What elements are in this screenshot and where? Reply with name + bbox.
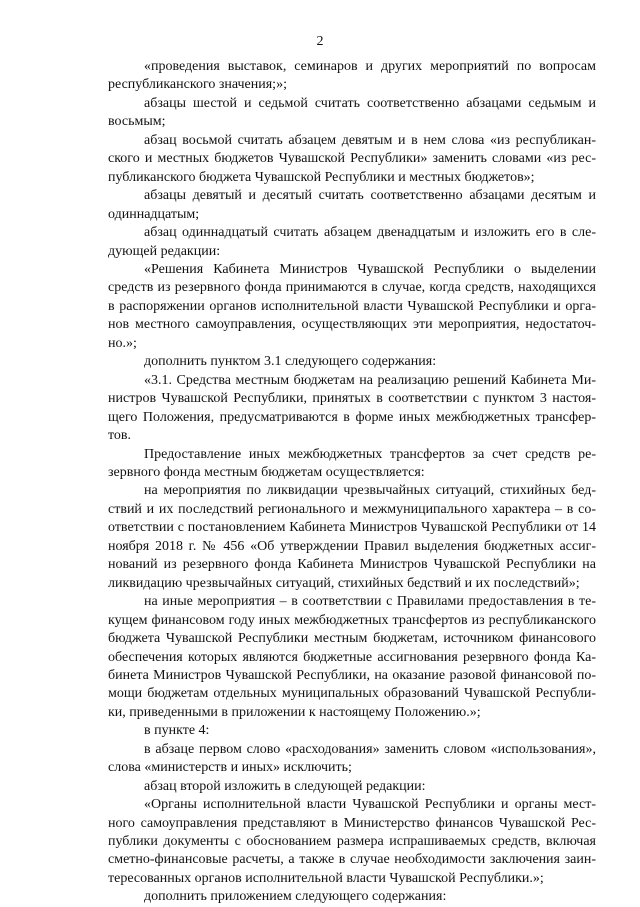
paragraph-10: на мероприятия по ликвидации чрезвычайных ситуаций, стихийных бедствий и их последствий регионального и межмуниципального характера – в соответствии с постановлением Кабинета Министров Чувашской Республики от 14 ноября 2018 г. № 456 «Об утверждении Правил выделения бюджетных ассигнований из резервного фонда Кабинета Министров Чувашской Республики на ликвидацию чрезвычайных ситуаций, стихийных бедствий и их последствий»; <box>108 483 596 591</box>
paragraph-3: абзац восьмой считать абзацем девятым и в нем слова «из республиканского и местных бюджетов Чувашской Республики» заменить словами «из республиканского бюджета Чувашской Республики и местных бюджетов»; <box>108 132 596 185</box>
paragraph-15: «Органы исполнительной власти Чувашской Республики и органы местного самоуправления представляют в Министерство финансов Чувашской Республики документы с обоснованием размера испрашиваемых средств, включая сметно-финансовые расчеты, а также в случае необходимости заключения заинтересованных органов исполнительной власти Чувашской Республики.»; <box>108 797 596 886</box>
document-body <box>108 58 596 907</box>
paragraph-8: «3.1. Средства местным бюджетам на реализацию решений Кабинета Министров Чувашской Республики, принятых в соответствии с пунктом 3 настоящего Положения, предусматриваются в форме иных межбюджетных трансфертов. <box>108 372 596 444</box>
paragraph-4: абзацы девятый и десятый считать соответственно абзацами десятым и одиннадцатым; <box>108 188 596 222</box>
paragraph-7: дополнить пунктом 3.1 следующего содержания: <box>144 354 437 370</box>
paragraph-9: Предоставление иных межбюджетных трансфертов за счет средств резервного фонда местным бюджетам осуществляется: <box>108 446 596 480</box>
paragraph-13: в абзаце первом слово «расходования» заменить словом «использования», слова «министерств и иных» исключить; <box>108 741 596 776</box>
paragraph-11: на иные мероприятия – в соответствии с Правилами предоставления в текущем финансовом году иных межбюджетных трансфертов из республиканского бюджета Чувашской Республики местным бюджетам, источником финансового обеспечения которых являются бюджетные ассигнования резервного фонда Кабинета Министров Чувашской Республики, на оказание разовой финансовой помощи бюджетам отдельных муниципальных образований Чувашской Республики, приведенными в приложении к настоящему Положению.»; <box>108 594 596 720</box>
paragraph-14: абзац второй изложить в следующей редакции: <box>144 778 426 794</box>
paragraph-2: абзацы шестой и седьмой считать соответственно абзацами седьмым и восьмым; <box>108 95 596 130</box>
page-number: 2 <box>316 34 324 49</box>
paragraph-12: в пункте 4: <box>144 723 210 739</box>
paragraph-16: дополнить приложением следующего содержания: <box>144 889 447 905</box>
paragraph-5: абзац одиннадцатый считать абзацем двенадцатым и изложить его в следующей редакции: <box>108 225 596 259</box>
paragraph-6: «Решения Кабинета Министров Чувашской Республики о выделении средств из резервного фонда принимаются в случае, когда средств, находящихся в распоряжении органов исполнительной власти Чувашской Республики и органов местного самоуправления, осуществляющих эти мероприятия, недостаточно.»; <box>108 261 596 351</box>
paragraph-1: «проведения выставок, семинаров и других мероприятий по вопросам республиканского значения;»; <box>108 59 596 93</box>
